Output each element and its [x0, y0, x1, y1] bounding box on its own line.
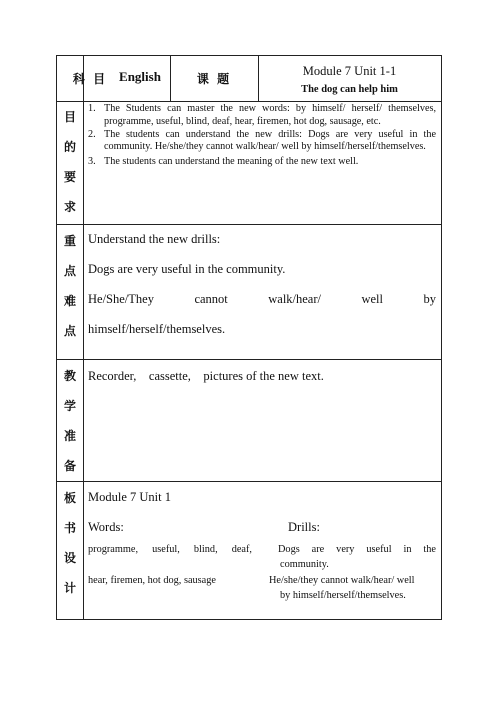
key-points-line: himself/herself/themselves.	[88, 322, 226, 336]
objective-number: 1.	[88, 103, 96, 114]
label-char: 难	[63, 294, 76, 308]
preparation-text: Recorder, cassette, pictures of the new text.	[88, 369, 324, 383]
board-design-label	[53, 483, 87, 603]
drills-line: He/she/they cannot walk/hear/ well	[269, 575, 415, 586]
label-char: 计	[63, 581, 76, 595]
label-char: 设	[63, 551, 76, 565]
subject-label: 科 目	[72, 72, 108, 86]
objective-text: The students can understand the new drills: Dogs are very useful in the community. He/she/they cannot walk/hear/ well by himself/herself/themselves.	[104, 128, 436, 153]
objective-number: 3.	[88, 156, 96, 168]
label-char: 目	[63, 110, 76, 124]
label-char: 要	[63, 170, 76, 184]
table-border-bottom	[56, 619, 441, 620]
label-char: 求	[63, 200, 76, 214]
objective-text: The students can understand the meaning of the new text well.	[104, 156, 359, 168]
label-char: 重	[63, 234, 76, 248]
row-divider	[56, 224, 441, 225]
label-char: 板	[63, 491, 76, 505]
table-border-right	[441, 55, 442, 620]
key-points-line: Understand the new drills:	[88, 232, 221, 246]
table-border-top	[56, 55, 441, 56]
board-title: Module 7 Unit 1	[88, 490, 171, 504]
topic-label: 课 题	[196, 72, 232, 86]
preparation-label	[53, 361, 87, 481]
objectives-list	[88, 103, 436, 169]
objective-text: The Students can master the new words: by himself/ herself/ themselves, programme, useful, blind, deaf, hear, firemen, hot dog, sausage, etc.	[104, 103, 436, 127]
words-heading: Words:	[88, 520, 124, 534]
objective-item	[88, 129, 436, 155]
key-points-line: Dogs are very useful in the community.	[88, 262, 286, 276]
label-char: 的	[63, 140, 76, 154]
drills-line: community.	[280, 559, 329, 570]
drills-line: by himself/herself/themselves.	[280, 590, 406, 601]
row-divider	[56, 481, 441, 482]
drills-heading: Drills:	[288, 520, 320, 534]
key-points-label	[53, 226, 87, 346]
objectives-label	[53, 102, 87, 222]
objective-item	[88, 103, 436, 129]
words-line: programme, useful, blind, deaf,	[88, 544, 252, 555]
topic-title: Module 7 Unit 1-1	[302, 64, 397, 78]
label-char: 点	[63, 324, 76, 338]
objective-item	[88, 156, 436, 169]
key-points-line: He/She/They cannot walk/hear/ well by	[88, 292, 436, 306]
subject-value: English	[119, 69, 161, 84]
words-line: hear, firemen, hot dog, sausage	[88, 575, 216, 586]
objective-number: 2.	[88, 128, 96, 140]
label-char: 书	[63, 521, 76, 535]
topic-subtitle: The dog can help him	[301, 84, 398, 95]
label-char: 教	[63, 369, 76, 383]
label-char: 学	[63, 399, 76, 413]
label-char: 准	[63, 429, 76, 443]
row-divider	[56, 101, 441, 102]
row-divider	[56, 359, 441, 360]
label-char: 备	[63, 459, 76, 473]
drills-line: Dogs are very useful in the	[278, 544, 436, 555]
label-char: 点	[63, 264, 76, 278]
